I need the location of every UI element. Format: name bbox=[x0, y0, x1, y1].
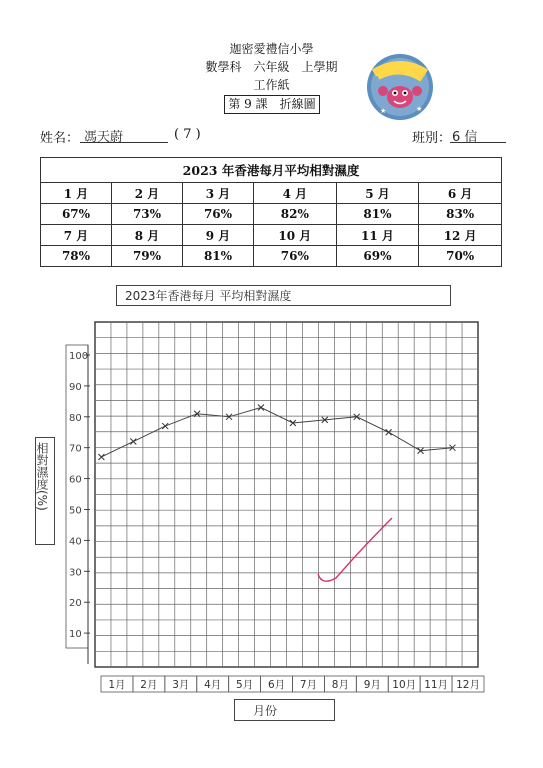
month-cell: 10 月 bbox=[254, 225, 337, 246]
x-tick-label: 4月 bbox=[204, 679, 222, 691]
month-cell: 9 月 bbox=[183, 225, 254, 246]
student-number: ( 7 ) bbox=[174, 127, 201, 142]
month-cell: 7 月 bbox=[41, 225, 112, 246]
month-cell: 6 月 bbox=[419, 183, 502, 204]
chart-title: 2023年香港每月 平均相對濕度 bbox=[125, 289, 292, 303]
class-value: 6 信 bbox=[452, 130, 478, 145]
month-cell: 11 月 bbox=[336, 225, 419, 246]
x-tick-label: 11月 bbox=[424, 679, 449, 691]
value-cell: 76% bbox=[254, 246, 337, 267]
y-tick-label: 70 bbox=[69, 443, 82, 455]
subject-line: 數學科 六年級 上學期 bbox=[205, 60, 338, 74]
name-label: 姓名： bbox=[40, 131, 80, 146]
value-cell: 70% bbox=[419, 246, 502, 267]
month-cell: 1 月 bbox=[41, 183, 112, 204]
class-label: 班別： bbox=[412, 131, 452, 146]
x-tick-label: 5月 bbox=[236, 679, 254, 691]
y-tick-label: 60 bbox=[69, 474, 82, 486]
data-point-marker bbox=[258, 405, 264, 411]
school-name: 迦密愛禮信小學 bbox=[229, 42, 314, 56]
teacher-check-mark bbox=[318, 518, 392, 581]
x-tick-label: 1月 bbox=[108, 679, 126, 691]
month-cell: 4 月 bbox=[254, 183, 337, 204]
x-tick-label: 2月 bbox=[140, 679, 158, 691]
x-tick-label: 10月 bbox=[392, 679, 417, 691]
y-tick-label: 40 bbox=[69, 536, 82, 548]
data-point-marker bbox=[130, 439, 136, 445]
value-cell: 78% bbox=[41, 246, 112, 267]
worksheet-label: 工作紙 bbox=[253, 78, 290, 92]
value-cell: 69% bbox=[336, 246, 419, 267]
y-tick-label: 50 bbox=[69, 505, 82, 517]
y-tick-label: 80 bbox=[69, 412, 82, 424]
lesson-title: 第 9 課 折線圖 bbox=[224, 95, 320, 114]
x-tick-label: 7月 bbox=[299, 679, 318, 691]
table-title: 2023 年香港每月平均相對濕度 bbox=[41, 158, 502, 183]
y-tick-label: 100 bbox=[69, 351, 89, 362]
svg-text:★: ★ bbox=[380, 107, 387, 115]
month-cell: 5 月 bbox=[336, 183, 419, 204]
y-tick-label: 90 bbox=[69, 381, 82, 393]
value-cell: 81% bbox=[183, 246, 254, 267]
series-line bbox=[101, 408, 452, 457]
value-cell: 73% bbox=[112, 204, 183, 225]
value-cell: 79% bbox=[112, 246, 183, 267]
value-cell: 82% bbox=[254, 204, 337, 225]
month-cell: 8 月 bbox=[112, 225, 183, 246]
name-value: 馮天蔚 bbox=[84, 130, 124, 145]
y-tick-label: 20 bbox=[69, 598, 82, 610]
month-cell: 2 月 bbox=[112, 183, 183, 204]
value-cell: 67% bbox=[41, 204, 112, 225]
data-point-marker bbox=[386, 429, 392, 435]
x-tick-label: 3月 bbox=[172, 679, 190, 691]
y-axis-label: 相對濕度(%) bbox=[35, 442, 49, 511]
y-tick-label: 10 bbox=[69, 629, 82, 641]
data-point-marker bbox=[162, 423, 168, 429]
month-cell: 12 月 bbox=[419, 225, 502, 246]
x-tick-label: 12月 bbox=[456, 679, 480, 691]
data-point-marker bbox=[98, 454, 104, 460]
svg-text:★: ★ bbox=[416, 105, 423, 113]
y-tick-label: 30 bbox=[69, 567, 82, 579]
x-tick-label: 6月 bbox=[267, 679, 286, 691]
x-tick-label: 8月 bbox=[331, 679, 349, 691]
x-axis-label: 月份 bbox=[253, 704, 278, 718]
x-tick-label: 9月 bbox=[363, 679, 381, 691]
value-cell: 81% bbox=[336, 204, 419, 225]
value-cell: 76% bbox=[183, 204, 254, 225]
value-cell: 83% bbox=[419, 204, 502, 225]
month-cell: 3 月 bbox=[183, 183, 254, 204]
